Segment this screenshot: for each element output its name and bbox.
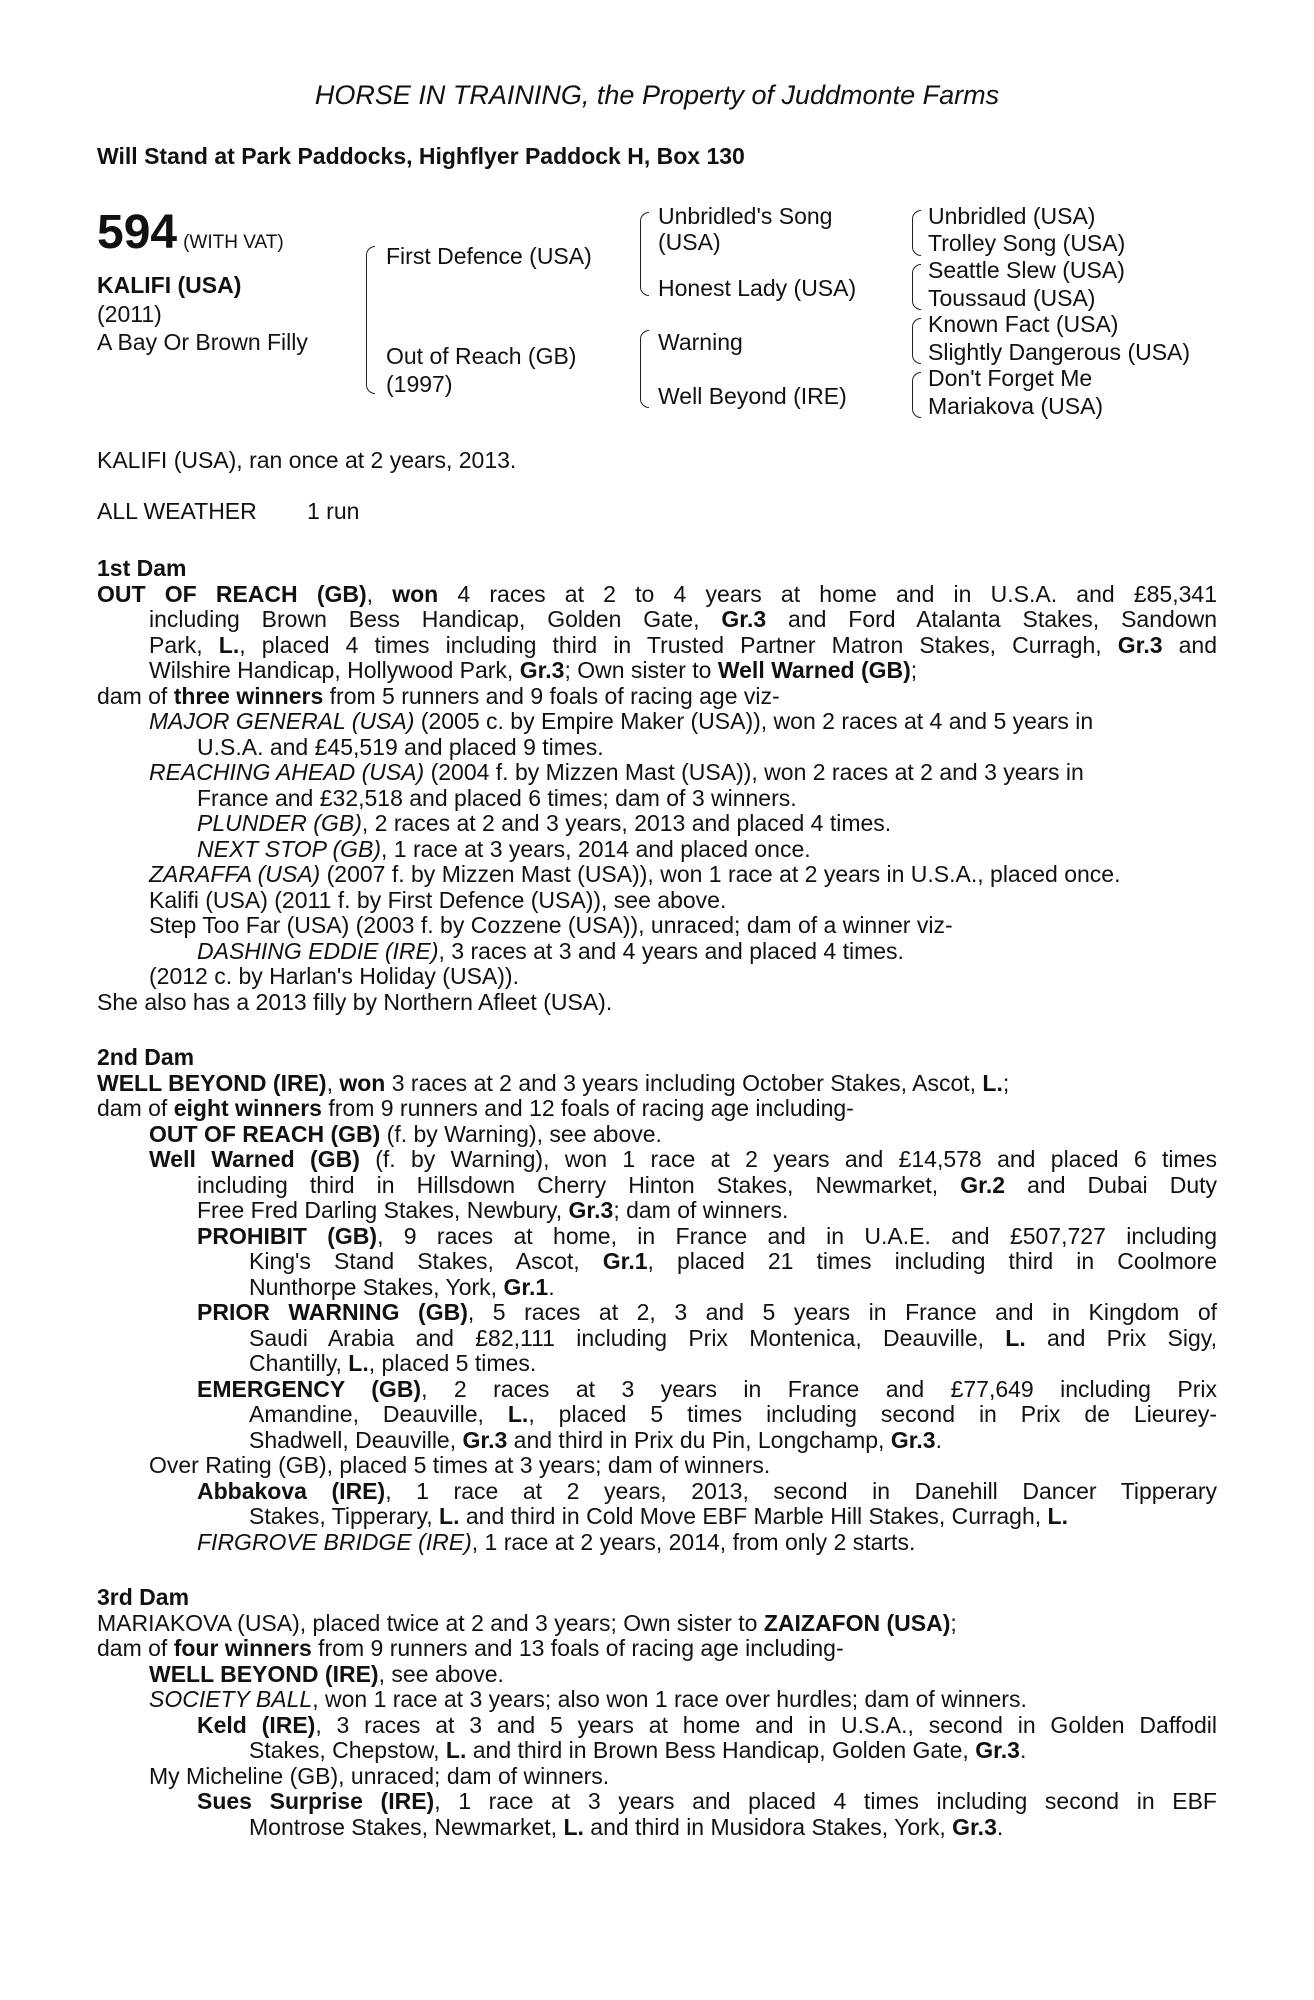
pedigree-sire-sire-2: (USA) — [658, 229, 721, 255]
progeny-name: PRIOR WARNING (GB) — [197, 1299, 468, 1325]
text-line — [97, 1224, 1217, 1250]
text: Free Fred Darling Stakes, Newbury, — [197, 1197, 569, 1223]
pedigree-bracket — [912, 210, 921, 256]
listed: L. — [445, 1737, 467, 1763]
text-line — [97, 1789, 1217, 1815]
text-line — [97, 1504, 1217, 1530]
progeny-name: Abbakova (IRE) — [197, 1477, 386, 1504]
text: , 2 races at 3 years in France and £77,649 including Prix — [421, 1375, 1217, 1402]
grade: Gr.3 — [890, 1426, 936, 1453]
text-line — [97, 1300, 1217, 1326]
grade: Gr.3 — [568, 1197, 614, 1223]
pedigree-dam-line1: Out of Reach (GB) — [386, 343, 577, 369]
text-line — [97, 684, 1217, 710]
text: . — [935, 1426, 942, 1453]
text: and Ford Atalanta Stakes, Sandown — [766, 606, 1217, 632]
spacer — [97, 1555, 1217, 1579]
text: (2004 f. by Mizzen Mast (USA)), won 2 races at 2 and 3 years in — [424, 759, 1084, 785]
text: from 9 runners and 12 foals of racing age including- — [321, 1095, 854, 1121]
text: Chantilly, — [249, 1350, 349, 1376]
grade: Gr.3 — [462, 1426, 508, 1453]
horse-name: KALIFI (USA) — [97, 272, 242, 298]
text: , 1 race at 2 years, 2014, from only 2 starts. — [471, 1528, 916, 1555]
spacer — [97, 1015, 1217, 1039]
pedigree-gg7: Don't Forget Me — [928, 365, 1093, 391]
listed: L. — [982, 1069, 1003, 1096]
text: , see above. — [378, 1660, 504, 1687]
text: and third in Prix du Pin, Longchamp, — [507, 1426, 891, 1453]
text-line — [97, 633, 1217, 659]
dam-details — [97, 550, 1217, 1840]
progeny-name: FIRGROVE BRIDGE (IRE) — [197, 1528, 472, 1555]
horse-year: (2011) — [97, 301, 162, 327]
text-line — [97, 1122, 1217, 1148]
sister-name: Well Warned (GB) — [717, 657, 911, 683]
text: U.S.A. and £45,519 and placed 9 times. — [197, 733, 604, 760]
text: . — [548, 1273, 555, 1300]
progeny-name: NEXT STOP (GB) — [197, 835, 382, 862]
text: , 1 race at 3 years and placed 4 times including second in EBF — [434, 1788, 1217, 1814]
text-line: Over Rating (GB), placed 5 times at 3 years; dam of winners. — [149, 1452, 771, 1478]
progeny-name: DASHING EDDIE (IRE) — [197, 937, 439, 964]
text: and third in Cold Move EBF Marble Hill Stakes, Curragh, — [459, 1503, 1048, 1529]
progeny-name: REACHING AHEAD (USA) — [149, 759, 425, 785]
progeny-name: PROHIBIT (GB) — [197, 1222, 378, 1249]
text: Nunthorpe Stakes, York, — [249, 1273, 504, 1300]
text-line — [97, 862, 1217, 888]
stand-location: Will Stand at Park Paddocks, Highflyer Paddock H, Box 130 — [97, 143, 745, 169]
text: ; — [950, 1609, 957, 1636]
text-line — [97, 1636, 1217, 1662]
text-line: (2012 c. by Harlan's Holiday (USA)). — [149, 963, 519, 989]
text: , 3 races at 3 and 5 years at home and in U.S.A., second in Golden Daffodil — [315, 1711, 1217, 1738]
text-line: Step Too Far (USA) (2003 f. by Cozzene (USA)), unraced; dam of a winner viz- — [149, 912, 953, 938]
text: Montrose Stakes, Newmarket, — [249, 1813, 564, 1840]
grade: Gr.3 — [519, 657, 565, 683]
text: and Prix Sigy, — [1025, 1324, 1217, 1351]
progeny-name: Keld (IRE) — [197, 1711, 316, 1738]
progeny-name: WELL BEYOND (IRE) — [149, 1660, 379, 1687]
text-line — [97, 607, 1217, 633]
text: (2005 c. by Empire Maker (USA)), won 2 races at 4 and 5 years in — [414, 708, 1094, 734]
text: dam of — [97, 1095, 174, 1121]
listed: L. — [507, 1401, 529, 1427]
winners-count: four winners — [173, 1635, 312, 1661]
text-line — [97, 1351, 1217, 1377]
grade: Gr.3 — [721, 606, 767, 632]
won-label: won — [392, 580, 439, 607]
dam-name: WELL BEYOND (IRE) — [97, 1069, 327, 1096]
pedigree-dam-dam: Well Beyond (IRE) — [658, 383, 847, 409]
sister-name: ZAIZAFON (USA) — [763, 1609, 951, 1636]
text: , 1 race at 3 years, 2014 and placed once. — [381, 835, 811, 862]
pedigree-gg5: Known Fact (USA) — [928, 311, 1119, 337]
horse-description: A Bay Or Brown Filly — [97, 329, 308, 355]
text-line: She also has a 2013 filly by Northern Afleet (USA). — [97, 988, 613, 1015]
dam-name: OUT OF REACH (GB) — [97, 580, 367, 607]
text: (f. by Warning), won 1 race at 2 years and £14,578 and placed 6 times — [359, 1146, 1217, 1172]
text: ; — [1002, 1069, 1010, 1096]
text-line — [97, 837, 1217, 863]
won-label: won — [339, 1069, 386, 1096]
winners-count: three winners — [173, 682, 324, 709]
text: 4 races at 2 to 4 years at home and in U.S.A. and £85,341 — [438, 580, 1217, 607]
progeny-name: MAJOR GENERAL (USA) — [149, 708, 415, 734]
text-line — [97, 786, 1217, 812]
text: , placed 5 times including second in Prix de Lieurey- — [528, 1401, 1218, 1427]
text: , 1 race at 2 years, 2013, second in Danehill Dancer Tipperary — [385, 1477, 1217, 1504]
text-line — [97, 1402, 1217, 1428]
second-dam-heading: 2nd Dam — [97, 1044, 195, 1070]
text: from 9 runners and 13 foals of racing age including- — [311, 1635, 844, 1661]
progeny-name: PLUNDER (GB) — [197, 810, 362, 836]
text-line — [97, 939, 1217, 965]
progeny-name: OUT OF REACH (GB) — [149, 1120, 381, 1147]
text: dam of — [97, 682, 174, 709]
text-line — [97, 1249, 1217, 1275]
text: Park, — [149, 631, 219, 658]
text: and Dubai Duty — [1005, 1171, 1218, 1198]
text: King's Stand Stakes, Ascot, — [249, 1248, 603, 1274]
listed: L. — [348, 1350, 369, 1376]
text-line — [97, 1687, 1217, 1713]
text: dam of — [97, 1635, 174, 1661]
grade: Gr.1 — [503, 1273, 549, 1300]
first-dam-heading: 1st Dam — [97, 555, 187, 581]
text: ; dam of winners. — [613, 1197, 789, 1223]
text: , 9 races at home, in France and in U.A.E. and £507,727 including — [377, 1222, 1217, 1249]
text: , placed 21 times including third in Coolmore — [647, 1248, 1217, 1274]
pedigree-gg3: Seattle Slew (USA) — [928, 257, 1125, 283]
text: including third in Hillsdown Cherry Hinton Stakes, Newmarket, — [197, 1171, 961, 1198]
pedigree-bracket — [640, 330, 649, 408]
listed: L. — [218, 631, 240, 658]
text-line — [97, 1198, 1217, 1224]
grade: Gr.3 — [975, 1737, 1020, 1763]
text: ; — [910, 657, 918, 683]
text: including Brown Bess Handicap, Golden Gate, — [149, 606, 722, 632]
surface-runs: 1 run — [307, 498, 360, 524]
text-line: My Micheline (GB), unraced; dam of winners. — [149, 1762, 610, 1789]
text: Saudi Arabia and £82,111 including Prix Montenica, Deauville, — [249, 1324, 1006, 1351]
text: , won 1 race at 3 years; also won 1 race over hurdles; dam of winners. — [312, 1686, 1027, 1712]
pedigree-bracket — [912, 372, 921, 418]
text: Stakes, Tipperary, — [249, 1503, 440, 1529]
text-line — [97, 709, 1217, 735]
text: . — [996, 1813, 1004, 1840]
pedigree-bracket — [366, 246, 375, 394]
text: (2007 f. by Mizzen Mast (USA)), won 1 race at 2 years in U.S.A., placed once. — [320, 861, 1121, 887]
text: MARIAKOVA (USA), placed twice at 2 and 3 years; Own sister to — [97, 1609, 764, 1636]
pedigree-sire-sire-1: Unbridled's Song — [658, 203, 833, 229]
pedigree-dam-line2: (1997) — [386, 371, 453, 397]
text-line — [97, 1096, 1217, 1122]
text: and third in Brown Bess Handicap, Golden Gate, — [466, 1737, 976, 1763]
pedigree-gg4: Toussaud (USA) — [928, 285, 1096, 311]
progeny-name: SOCIETY BALL — [149, 1686, 313, 1712]
progeny-name: Sues Surprise (IRE) — [197, 1788, 435, 1814]
text: , placed 4 times including third in Trusted Partner Matron Stakes, Curragh, — [239, 631, 1118, 658]
text: . — [1019, 1737, 1027, 1763]
pedigree-dam-sire: Warning — [658, 329, 743, 355]
grade: Gr.2 — [960, 1171, 1006, 1198]
vat-label: (WITH VAT) — [183, 232, 284, 253]
text-line: OUT OF REACH (GB), won 4 races at 2 to 4 years at home and in U.S.A. and £85,341 — [97, 580, 1217, 607]
text-line — [97, 1275, 1217, 1301]
text: , 3 races at 3 and 4 years and placed 4 times. — [438, 937, 904, 964]
grade: Gr.1 — [602, 1248, 648, 1274]
text: 3 races at 2 and 3 years including October Stakes, Ascot, — [385, 1069, 983, 1096]
listed: L. — [439, 1503, 460, 1529]
text: France and £32,518 and placed 6 times; dam of 3 winners. — [197, 784, 797, 811]
progeny-name: EMERGENCY (GB) — [197, 1375, 422, 1402]
text-line — [97, 1662, 1217, 1688]
text-line — [97, 1530, 1217, 1556]
lot-number: 594 — [97, 206, 178, 259]
pedigree-bracket — [640, 212, 649, 296]
text: , 5 races at 2, 3 and 5 years in France and in Kingdom of — [467, 1299, 1217, 1325]
text: Shadwell, Deauville, — [249, 1426, 463, 1453]
progeny-name: ZARAFFA (USA) — [149, 861, 321, 887]
text-line — [97, 1479, 1217, 1505]
grade: Gr.3 — [1117, 631, 1163, 658]
text-line — [97, 1147, 1217, 1173]
text: and — [1162, 631, 1218, 658]
race-record: KALIFI (USA), ran once at 2 years, 2013. — [97, 447, 517, 473]
text: and third in Musidora Stakes, York, — [583, 1813, 953, 1840]
pedigree-gg2: Trolley Song (USA) — [928, 230, 1126, 256]
progeny-name: Well Warned (GB) — [149, 1146, 360, 1172]
text-line — [97, 658, 1217, 684]
listed: L. — [1005, 1324, 1026, 1351]
text: , placed 5 times. — [368, 1350, 537, 1376]
pedigree-bracket — [912, 318, 921, 364]
text: ; Own sister to — [564, 657, 718, 683]
winners-count: eight winners — [173, 1095, 322, 1121]
listed: L. — [563, 1813, 584, 1840]
pedigree-gg1: Unbridled (USA) — [928, 203, 1096, 229]
pedigree-sire-dam: Honest Lady (USA) — [658, 275, 857, 301]
pedigree-sire: First Defence (USA) — [386, 243, 592, 269]
pedigree-gg8: Mariakova (USA) — [928, 393, 1104, 419]
text-line: Kalifi (USA) (2011 f. by First Defence (USA)), see above. — [149, 886, 727, 913]
text-line — [97, 735, 1217, 761]
text: Stakes, Chepstow, — [249, 1737, 446, 1763]
text-line — [97, 1611, 1217, 1637]
pedigree-gg6: Slightly Dangerous (USA) — [928, 339, 1191, 365]
text-line — [97, 1428, 1217, 1454]
listed: L. — [1047, 1503, 1068, 1529]
text-line — [97, 1738, 1217, 1764]
text-line — [97, 1713, 1217, 1739]
text: , 2 races at 2 and 3 years, 2013 and placed 4 times. — [361, 810, 892, 836]
text-line — [97, 811, 1217, 837]
third-dam-heading: 3rd Dam — [97, 1584, 190, 1610]
text-line: WELL BEYOND (IRE), won 3 races at 2 and 3 years including October Stakes, Ascot, L.; — [97, 1069, 1010, 1096]
text: Wilshire Handicap, Hollywood Park, — [149, 657, 520, 683]
text-line — [97, 1815, 1217, 1841]
text-line — [97, 1173, 1217, 1199]
text-line — [97, 760, 1217, 786]
lot-number-block — [97, 205, 284, 260]
pedigree-bracket — [912, 264, 921, 310]
text: Amandine, Deauville, — [249, 1401, 508, 1427]
surface-label: ALL WEATHER — [97, 498, 257, 524]
text: from 5 runners and 9 foals of racing age viz- — [323, 682, 780, 709]
grade: Gr.3 — [952, 1813, 997, 1840]
page-header: HORSE IN TRAINING, the Property of Juddmonte Farms — [314, 80, 1000, 110]
text-line — [97, 1326, 1217, 1352]
text-line — [97, 1377, 1217, 1403]
text: (f. by Warning), see above. — [380, 1120, 662, 1147]
